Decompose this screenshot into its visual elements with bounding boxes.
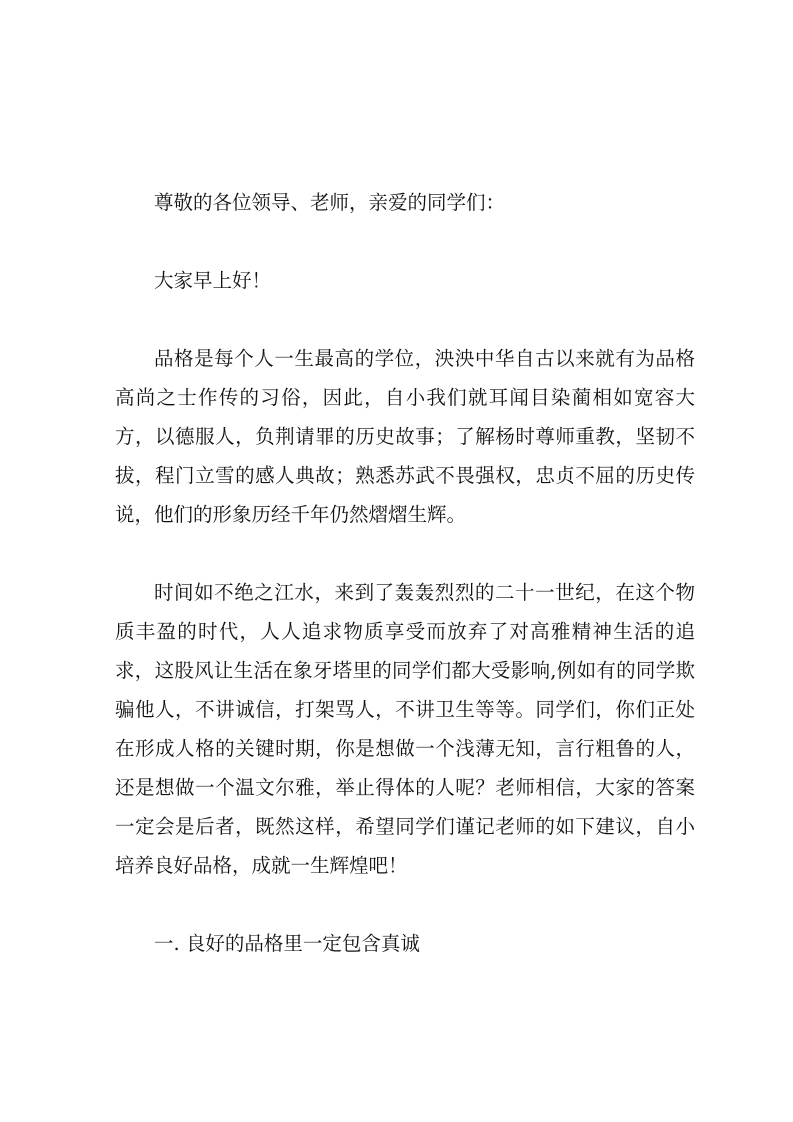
- paragraph-virtue-history: 品格是每个人一生最高的学位，泱泱中华自古以来就有为品格高尚之士作传的习俗，因此，自小我们就耳闻目染蔺相如宽容大方，以德服人，负荆请罪的历史故事；了解杨时尊师重教，坚韧不拔，程门立雪的感人典故；熟悉苏武不畏强权，忠贞不屈的历史传说，他们的形象历经千年仍然熠熠生辉。: [115, 347, 695, 526]
- greeting-line: 尊敬的各位领导、老师，亲爱的同学们：: [154, 191, 506, 214]
- opening-line: 大家早上好！: [154, 269, 272, 292]
- paragraph-modern-era: 时间如不绝之江水，来到了轰轰烈烈的二十一世纪，在这个物质丰盈的时代，人人追求物质享受而放弃了对高雅精神生活的追求，这股风让生活在象牙塔里的同学们都大受影响,例如有的同学欺骗他人，不讲诚信，打架骂人，不讲卫生等等。同学们，你们正处在形成人格的关键时期，你是想做一个浅薄无知，言行粗鲁的人，还是想做一个温文尔雅，举止得体的人呢？老师相信，大家的答案一定会是后者，既然这样，希望同学们谨记老师的如下建议，自小培养良好品格，成就一生辉煌吧！: [115, 581, 695, 877]
- section-heading-sincerity: 一. 良好的品格里一定包含真诚: [154, 932, 420, 955]
- document-body: [115, 183, 695, 963]
